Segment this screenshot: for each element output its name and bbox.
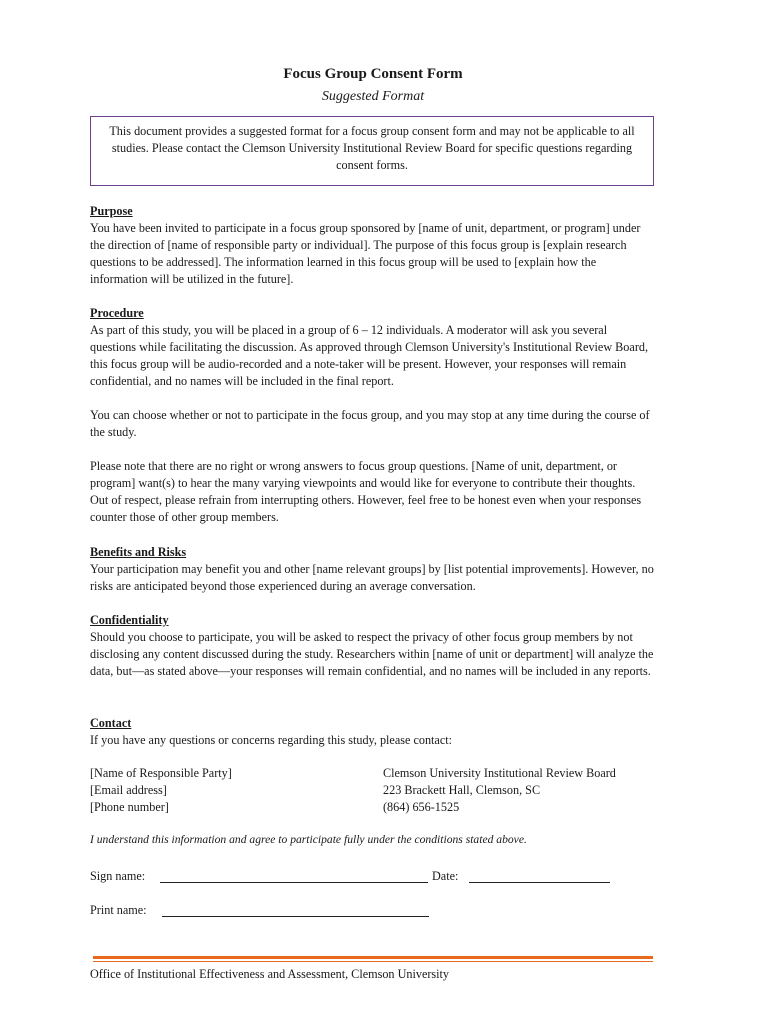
confidentiality-heading: Confidentiality bbox=[90, 613, 169, 627]
notice-box: This document provides a suggested format for a focus group consent form and may not be applicable to all studies. Please contact the Clemson University Institutional Review Board for specific questions regarding consent forms. bbox=[90, 116, 654, 186]
sign-row bbox=[90, 869, 656, 887]
page-subtitle: Suggested Format bbox=[321, 89, 425, 104]
benefits-section bbox=[90, 544, 656, 595]
agreement-statement: I understand this information and agree to participate fully under the conditions stated above. bbox=[90, 833, 527, 846]
procedure-heading: Procedure bbox=[90, 306, 144, 320]
irb-phone: (864) 656-1525 bbox=[383, 800, 460, 814]
purpose-section bbox=[90, 203, 656, 288]
irb-name: Clemson University Institutional Review Board bbox=[383, 766, 616, 780]
responsible-party-email: [Email address] bbox=[90, 783, 167, 797]
sign-name-line[interactable] bbox=[160, 882, 428, 883]
responsible-party-contact bbox=[90, 765, 380, 816]
purpose-heading: Purpose bbox=[90, 204, 133, 218]
responsible-party-phone: [Phone number] bbox=[90, 800, 169, 814]
contact-heading: Contact bbox=[90, 716, 132, 730]
irb-address: 223 Brackett Hall, Clemson, SC bbox=[383, 783, 541, 797]
footer-rule-thick bbox=[93, 956, 653, 959]
confidentiality-section bbox=[90, 612, 656, 680]
print-name-line[interactable] bbox=[162, 916, 429, 917]
footer-text: Office of Institutional Effectiveness and Assessment, Clemson University bbox=[90, 967, 450, 981]
irb-contact bbox=[383, 765, 663, 816]
procedure-section bbox=[90, 305, 656, 390]
print-row bbox=[90, 903, 656, 921]
procedure-paragraph-2-block bbox=[90, 407, 656, 441]
sign-name-label: Sign name: bbox=[90, 869, 146, 883]
confidentiality-text: Should you choose to participate, you will be asked to respect the privacy of other focus group members by not disclosing any content discussed during the study. Researchers within [name of unit or department] will analyze the data, but—as stated above—your responses will remain confidential, and no names will be included in any reports. bbox=[90, 630, 654, 678]
date-line[interactable] bbox=[469, 882, 610, 883]
print-name-label: Print name: bbox=[90, 903, 147, 917]
purpose-text: You have been invited to participate in a focus group sponsored by [name of unit, department, or program] under the direction of [name of responsible party or individual]. The purpose of this focus group is [explain research questions to be addressed]. The information learned in this focus group will be used to [explain how the information will be utilized in the future]. bbox=[90, 221, 641, 286]
procedure-paragraph-1: As part of this study, you will be placed in a group of 6 – 12 individuals. A moderator will ask you several questions while facilitating the discussion. As approved through Clemson University's Institutional Review Board, this focus group will be audio-recorded and a note-taker will be present. However, your responses will remain confidential, and no names will be included in the final report. bbox=[90, 323, 649, 388]
date-label: Date: bbox=[432, 869, 459, 883]
contact-text: If you have any questions or concerns regarding this study, please contact: bbox=[90, 733, 453, 747]
benefits-heading: Benefits and Risks bbox=[90, 545, 187, 559]
page-title: Focus Group Consent Form bbox=[283, 66, 463, 82]
procedure-paragraph-3: Please note that there are no right or wrong answers to focus group questions. [Name of unit, department, or program] want(s) to hear the many varying viewpoints and would like for everyone to contribute their thoughts. Out of respect, please refrain from interrupting others. However, feel free to be honest even when your responses counter those of other group members. bbox=[90, 459, 642, 524]
benefits-text: Your participation may benefit you and other [name relevant groups] by [list potential improvements]. However, no risks are anticipated beyond those experienced during an average conversation. bbox=[90, 562, 654, 593]
footer-rule-thin bbox=[93, 961, 653, 962]
contact-section bbox=[90, 715, 656, 749]
responsible-party-name: [Name of Responsible Party] bbox=[90, 766, 232, 780]
procedure-paragraph-3-block bbox=[90, 458, 656, 526]
procedure-paragraph-2: You can choose whether or not to participate in the focus group, and you may stop at any time during the course of the study. bbox=[90, 408, 650, 439]
